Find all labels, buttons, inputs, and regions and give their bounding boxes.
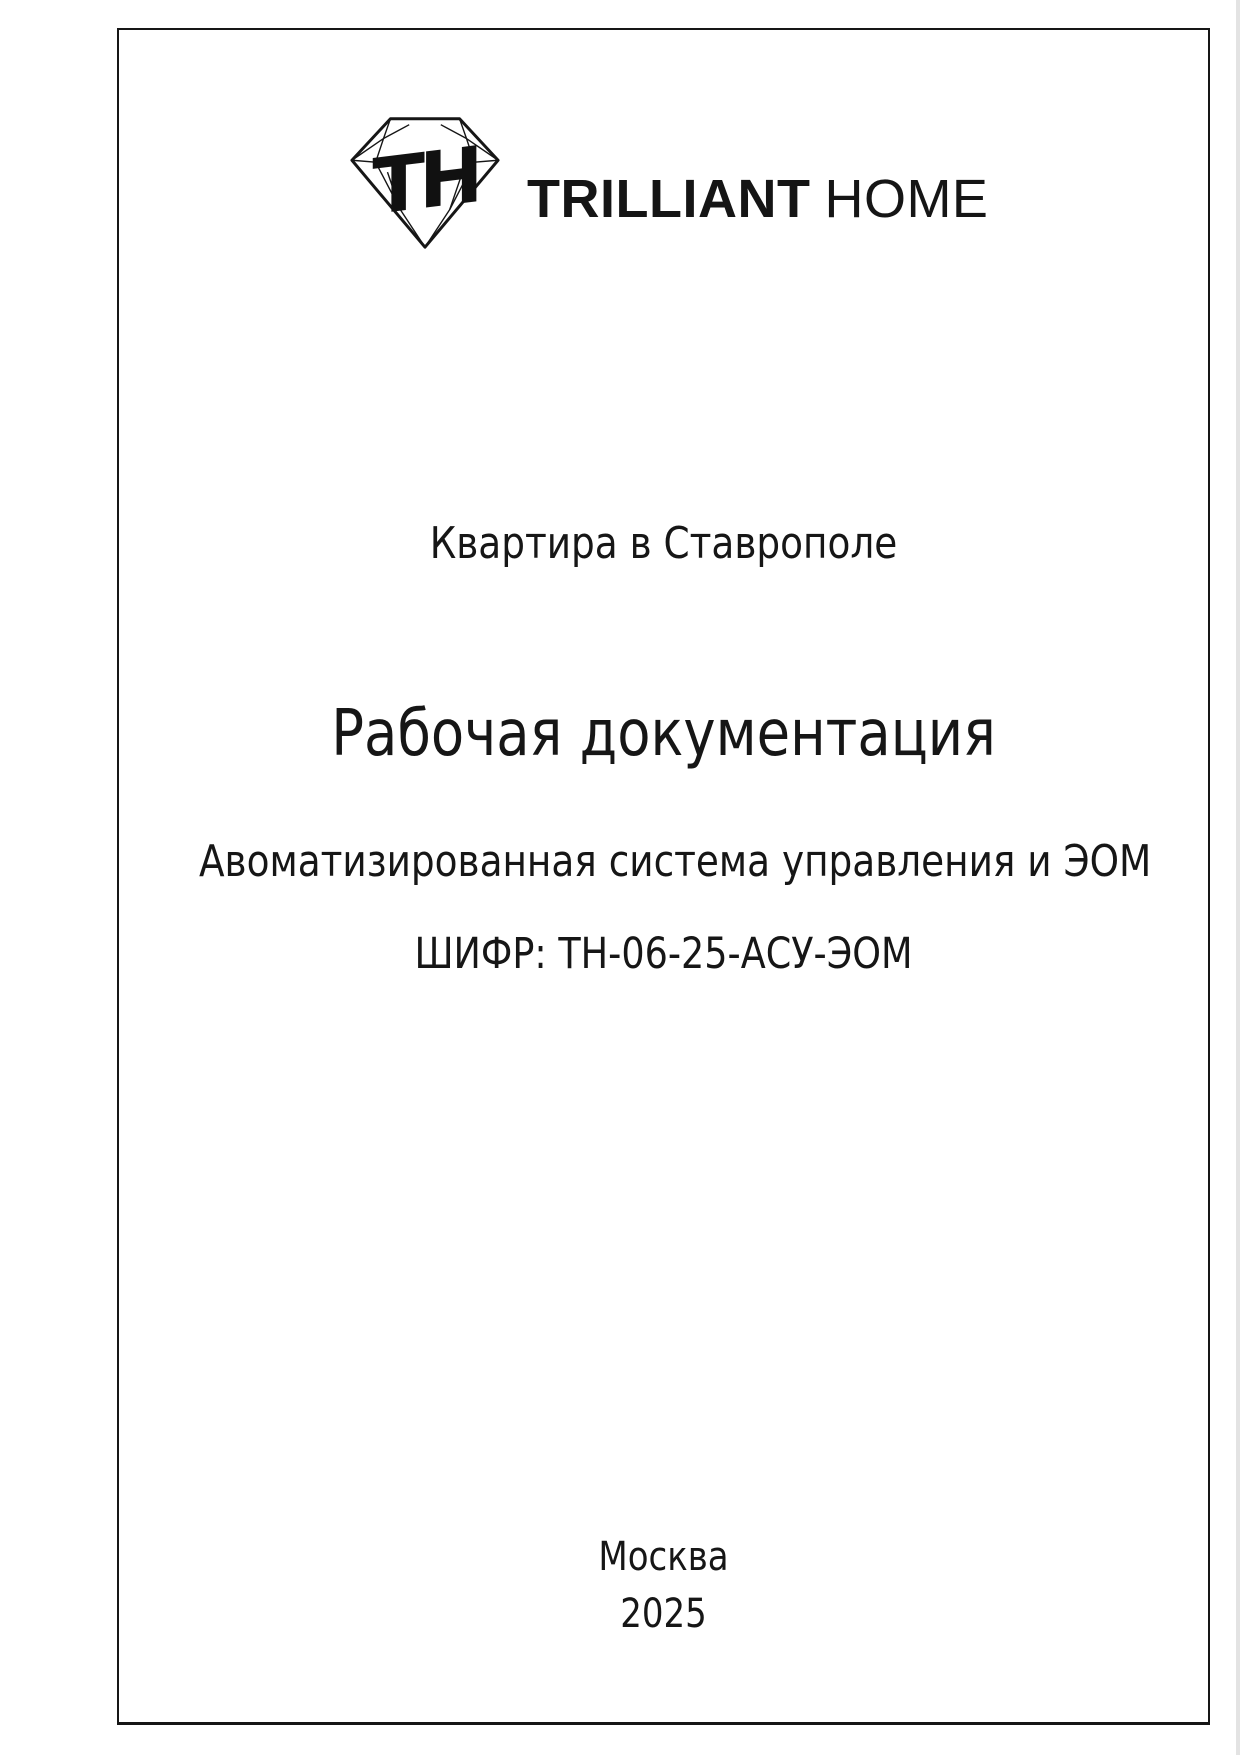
diamond-logo-icon: [346, 110, 504, 250]
document-type-title: Рабочая документация: [331, 697, 996, 771]
brand-wordmark: [527, 170, 988, 229]
th-monogram: TH: [372, 130, 478, 234]
brand-name-home: HOME: [824, 169, 989, 229]
brand-name-trilliant: TRILLIANT: [527, 169, 811, 229]
page-edge-strip: [1236, 0, 1240, 1755]
system-description: Авоматизированная система управления и ЭОМ: [198, 836, 1152, 887]
footer-year: 2025: [620, 1591, 707, 1637]
footer-city: Москва: [598, 1534, 729, 1580]
document-cipher: ШИФР: ТН-06-25-АСУ-ЭОМ: [414, 929, 913, 979]
project-name: Квартира в Ставрополе: [429, 518, 898, 569]
